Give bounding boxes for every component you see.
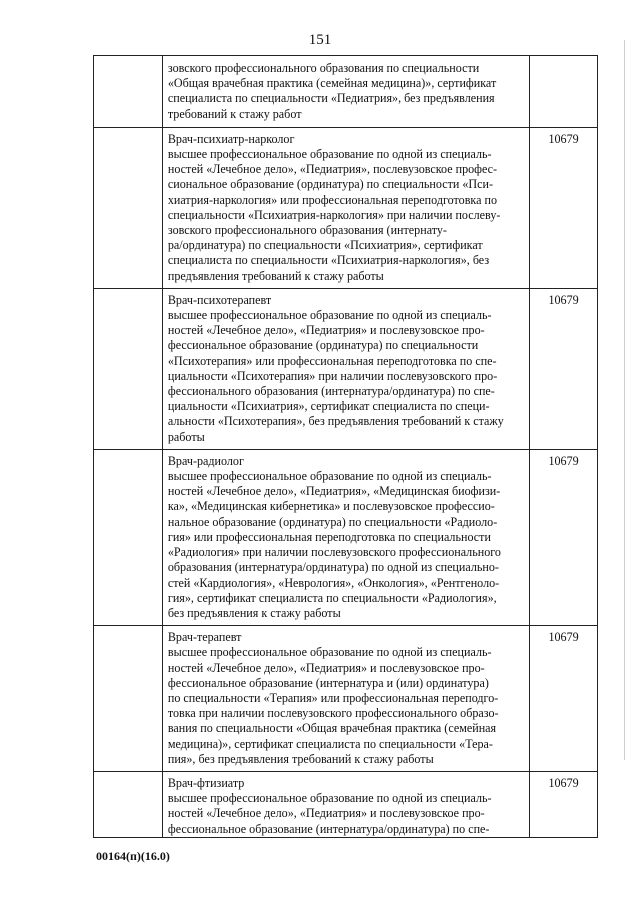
code-cell: 10679 [530,771,598,837]
qualification-description-cell [162,771,529,837]
empty-number-cell [94,288,163,449]
description-line: «Общая врачебная практика (семейная медицина)», сертификат [167,76,497,91]
empty-number-cell [94,626,163,772]
description-line: нальное образование (ординатура) по специальности «Радиоло- [167,514,498,529]
description-line: работы [167,429,205,444]
description-line: ностей «Лечебное дело», «Педиатрия», послевузовское профес- [167,162,498,177]
code-cell: 10679 [530,626,598,772]
description-line: высшее профессиональное образование по одной из специаль- [167,791,492,806]
code-cell: 10679 [530,127,598,288]
position-title: Врач-терапевт [167,630,242,645]
description-line: пия», без предъявления требований к стажу работы [167,751,434,766]
description-line: специалиста по специальности «Психиатрия-наркология», без [167,253,490,268]
description-line: хиатрия-наркология» или профессиональная переподготовка по [167,192,498,207]
description-line: без предъявления к стажу работы [167,605,341,620]
margin-edge-line [624,40,625,760]
position-title: Врач-радиолог [167,453,244,468]
description-line: высшее профессиональное образование по одной из специаль- [167,147,492,162]
code-cell: 10679 [530,288,598,449]
description-line: специальности «Психиатрия-наркология» при наличии послеву- [167,207,501,222]
description-line: требований к стажу работ [167,106,302,121]
qualification-table [93,55,598,838]
description-line: гия», сертификат специалиста по специальности «Радиология», [167,590,497,605]
description-line: ностей «Лечебное дело», «Педиатрия», «Медицинская биофизи- [167,484,501,499]
description-line: «Радиология» при наличии послевузовского профессионального [167,545,501,560]
description-line: фессионального образования (интернатура/ординатура) по спе- [167,384,495,399]
empty-number-cell [94,127,163,288]
description-line: альности «Психотерапия», без предъявления требований к стажу [167,414,504,429]
table-row [94,626,598,772]
page-number: 151 [308,32,332,48]
position-title: Врач-психиатр-нарколог [167,131,295,146]
description-line: ка», «Медицинская кибернетика» и послевузовское профессио- [167,499,495,514]
description-line: фессиональное образование (интернатура/ординатура) по спе- [167,821,490,836]
description-line: высшее профессиональное образование по одной из специаль- [167,469,492,484]
description-line: товка при наличии послевузовского профессионального образо- [167,706,499,721]
description-line: зовского профессионального образования по специальности [167,61,480,75]
table-row [94,449,598,625]
description-line: гия» или профессиональная переподготовка по специальности [167,529,491,544]
description-line: ностей «Лечебное дело», «Педиатрия» и послевузовское про- [167,806,485,821]
description-line: фессиональное образование (ординатура) по специальности [167,338,479,353]
qualification-description-cell [162,626,529,772]
table-row [94,771,598,837]
document-code: 00164(п)(16.0) [96,849,170,863]
empty-number-cell [94,771,163,837]
description-line: циальности «Психиатрия», сертификат специалиста по специ- [167,399,490,414]
description-line: медицина)», сертификат специалиста по специальности «Тера- [167,736,493,751]
table-row [94,288,598,449]
description-line: по специальности «Терапия» или профессиональная переподго- [167,690,499,705]
qualification-description-cell [162,449,529,625]
qualification-description-cell [162,288,529,449]
table-row [94,56,598,128]
empty-number-cell [94,56,163,128]
description-line: ностей «Лечебное дело», «Педиатрия» и послевузовское про- [167,660,485,675]
table-body [94,56,598,838]
description-line: сиональное образование (ординатура) по специальности «Пси- [167,177,494,192]
description-line: специалиста по специальности «Педиатрия», без предъявления [167,91,495,106]
description-line: ностей «Лечебное дело», «Педиатрия» и послевузовское про- [167,323,485,338]
description-line: стей «Кардиология», «Неврология», «Онкология», «Рентгеноло- [167,575,500,590]
description-line: фессиональное образование (интернатура и (или) ординатура) [167,675,489,690]
description-line: высшее профессиональное образование по одной из специаль- [167,308,492,323]
table-row [94,127,598,288]
description-line: вания по специальности «Общая врачебная практика (семейная [167,721,497,736]
description-line: зовского профессионального образования (интернату- [167,223,447,238]
code-cell [530,56,598,128]
description-line: высшее профессиональное образование по одной из специаль- [167,645,492,660]
description-line: циальности «Психотерапия» при наличии послевузовского про- [167,368,498,383]
qualification-description-cell [162,127,529,288]
qualification-description-cell [162,56,529,128]
position-title: Врач-психотерапевт [167,292,272,307]
description-line: предъявления требований к стажу работы [167,268,384,283]
description-line: «Психотерапия» или профессиональная переподготовка по спе- [167,353,497,368]
description-line: образования (интернатура/ординатура) по одной из специально- [167,560,499,575]
position-title: Врач-фтизиатр [167,775,245,790]
code-cell: 10679 [530,449,598,625]
description-line: ра/ординатура) по специальности «Психиатрия», сертификат [167,238,483,253]
empty-number-cell [94,449,163,625]
